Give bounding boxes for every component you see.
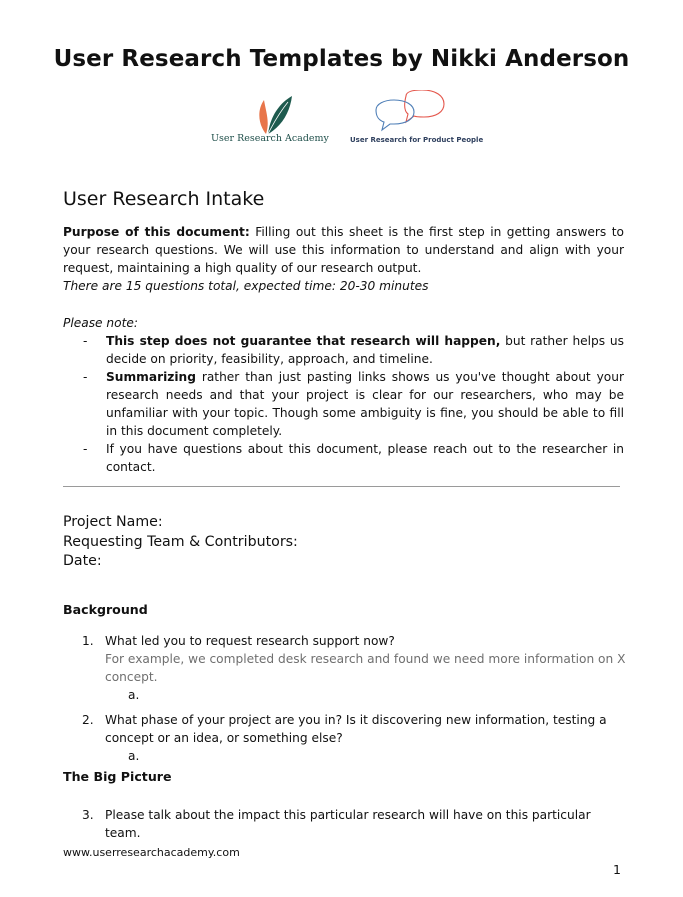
note-item-text: but rather helps us decide on priority, feasibility, approach, and timeline.: [106, 334, 624, 366]
purpose-paragraph: [63, 223, 624, 277]
note-item-bold: Summarizing: [106, 370, 196, 384]
document-title: User Research Templates by Nikki Anderson: [53, 46, 630, 72]
requesting-team-field[interactable]: Requesting Team & Contributors:: [63, 533, 298, 550]
answer-line[interactable]: a.: [128, 749, 140, 763]
section-title: User Research Intake: [63, 188, 265, 210]
footer-url[interactable]: www.userresearchacademy.com: [63, 846, 240, 859]
user-research-for-product-people-logo-text: User Research for Product People: [350, 136, 484, 144]
question-number: 1.: [82, 634, 94, 648]
note-item: - If you have questions about this document, please reach out to the researcher in contact.: [83, 442, 624, 474]
question-1: [82, 632, 627, 704]
user-research-academy-logo-text: User Research Academy: [211, 133, 329, 144]
page-number: 1: [613, 862, 621, 877]
note-item-text: rather than just pasting links shows us you've thought about your research needs and that your project is clear for our researchers, who may be unfamiliar with your topic. Though some ambiguity is fine, you should be able to fill in this document completely.: [106, 370, 624, 438]
big-picture-heading: The Big Picture: [63, 769, 172, 784]
purpose-label: Purpose of this document:: [63, 225, 250, 239]
question-example: For example, we completed desk research and found we need more information on X concept.: [105, 652, 626, 684]
question-number: 3.: [82, 808, 94, 822]
date-field[interactable]: Date:: [63, 553, 102, 569]
note-item: - This step does not guarantee that research will happen, but rather helps us decide on priority, feasibility, approach, and timeline.: [83, 334, 624, 366]
divider: [63, 486, 620, 487]
intake-fields: [63, 513, 298, 572]
note-item: - Summarizing rather than just pasting links shows us you've thought about your research needs and that your project is clear for our researchers, who may be unfamiliar with your topic. Though some ambiguity is fine, you should be able to fill in this document completely.: [83, 370, 624, 438]
purpose-meta: There are 15 questions total, expected time: 20-30 minutes: [63, 279, 429, 293]
question-3: [82, 806, 627, 842]
project-name-field[interactable]: Project Name:: [63, 514, 163, 530]
logos-row: [0, 88, 683, 152]
note-label: Please note:: [63, 316, 138, 330]
question-number: 2.: [82, 713, 94, 727]
speech-bubbles-logo-icon: [372, 90, 446, 134]
note-list: [63, 332, 624, 476]
question-text: Please talk about the impact this particular research will have on this particular team.: [105, 808, 591, 840]
note-item-text: If you have questions about this document, please reach out to the researcher in contact.: [106, 442, 624, 474]
leaf-logo-icon: [252, 92, 298, 136]
note-item-bold: This step does not guarantee that research will happen,: [106, 334, 501, 348]
background-heading: Background: [63, 602, 148, 617]
question-text: What phase of your project are you in? Is it discovering new information, testing a concept or an idea, or something else?: [105, 713, 607, 745]
question-text: What led you to request research support now?: [105, 634, 395, 648]
answer-line[interactable]: a.: [128, 688, 140, 702]
purpose-text: Filling out this sheet is the first step in getting answers to your research questions. We will use this information to understand and align with your request, maintaining a high quality of our research output.: [63, 225, 624, 275]
question-2: [82, 711, 627, 765]
